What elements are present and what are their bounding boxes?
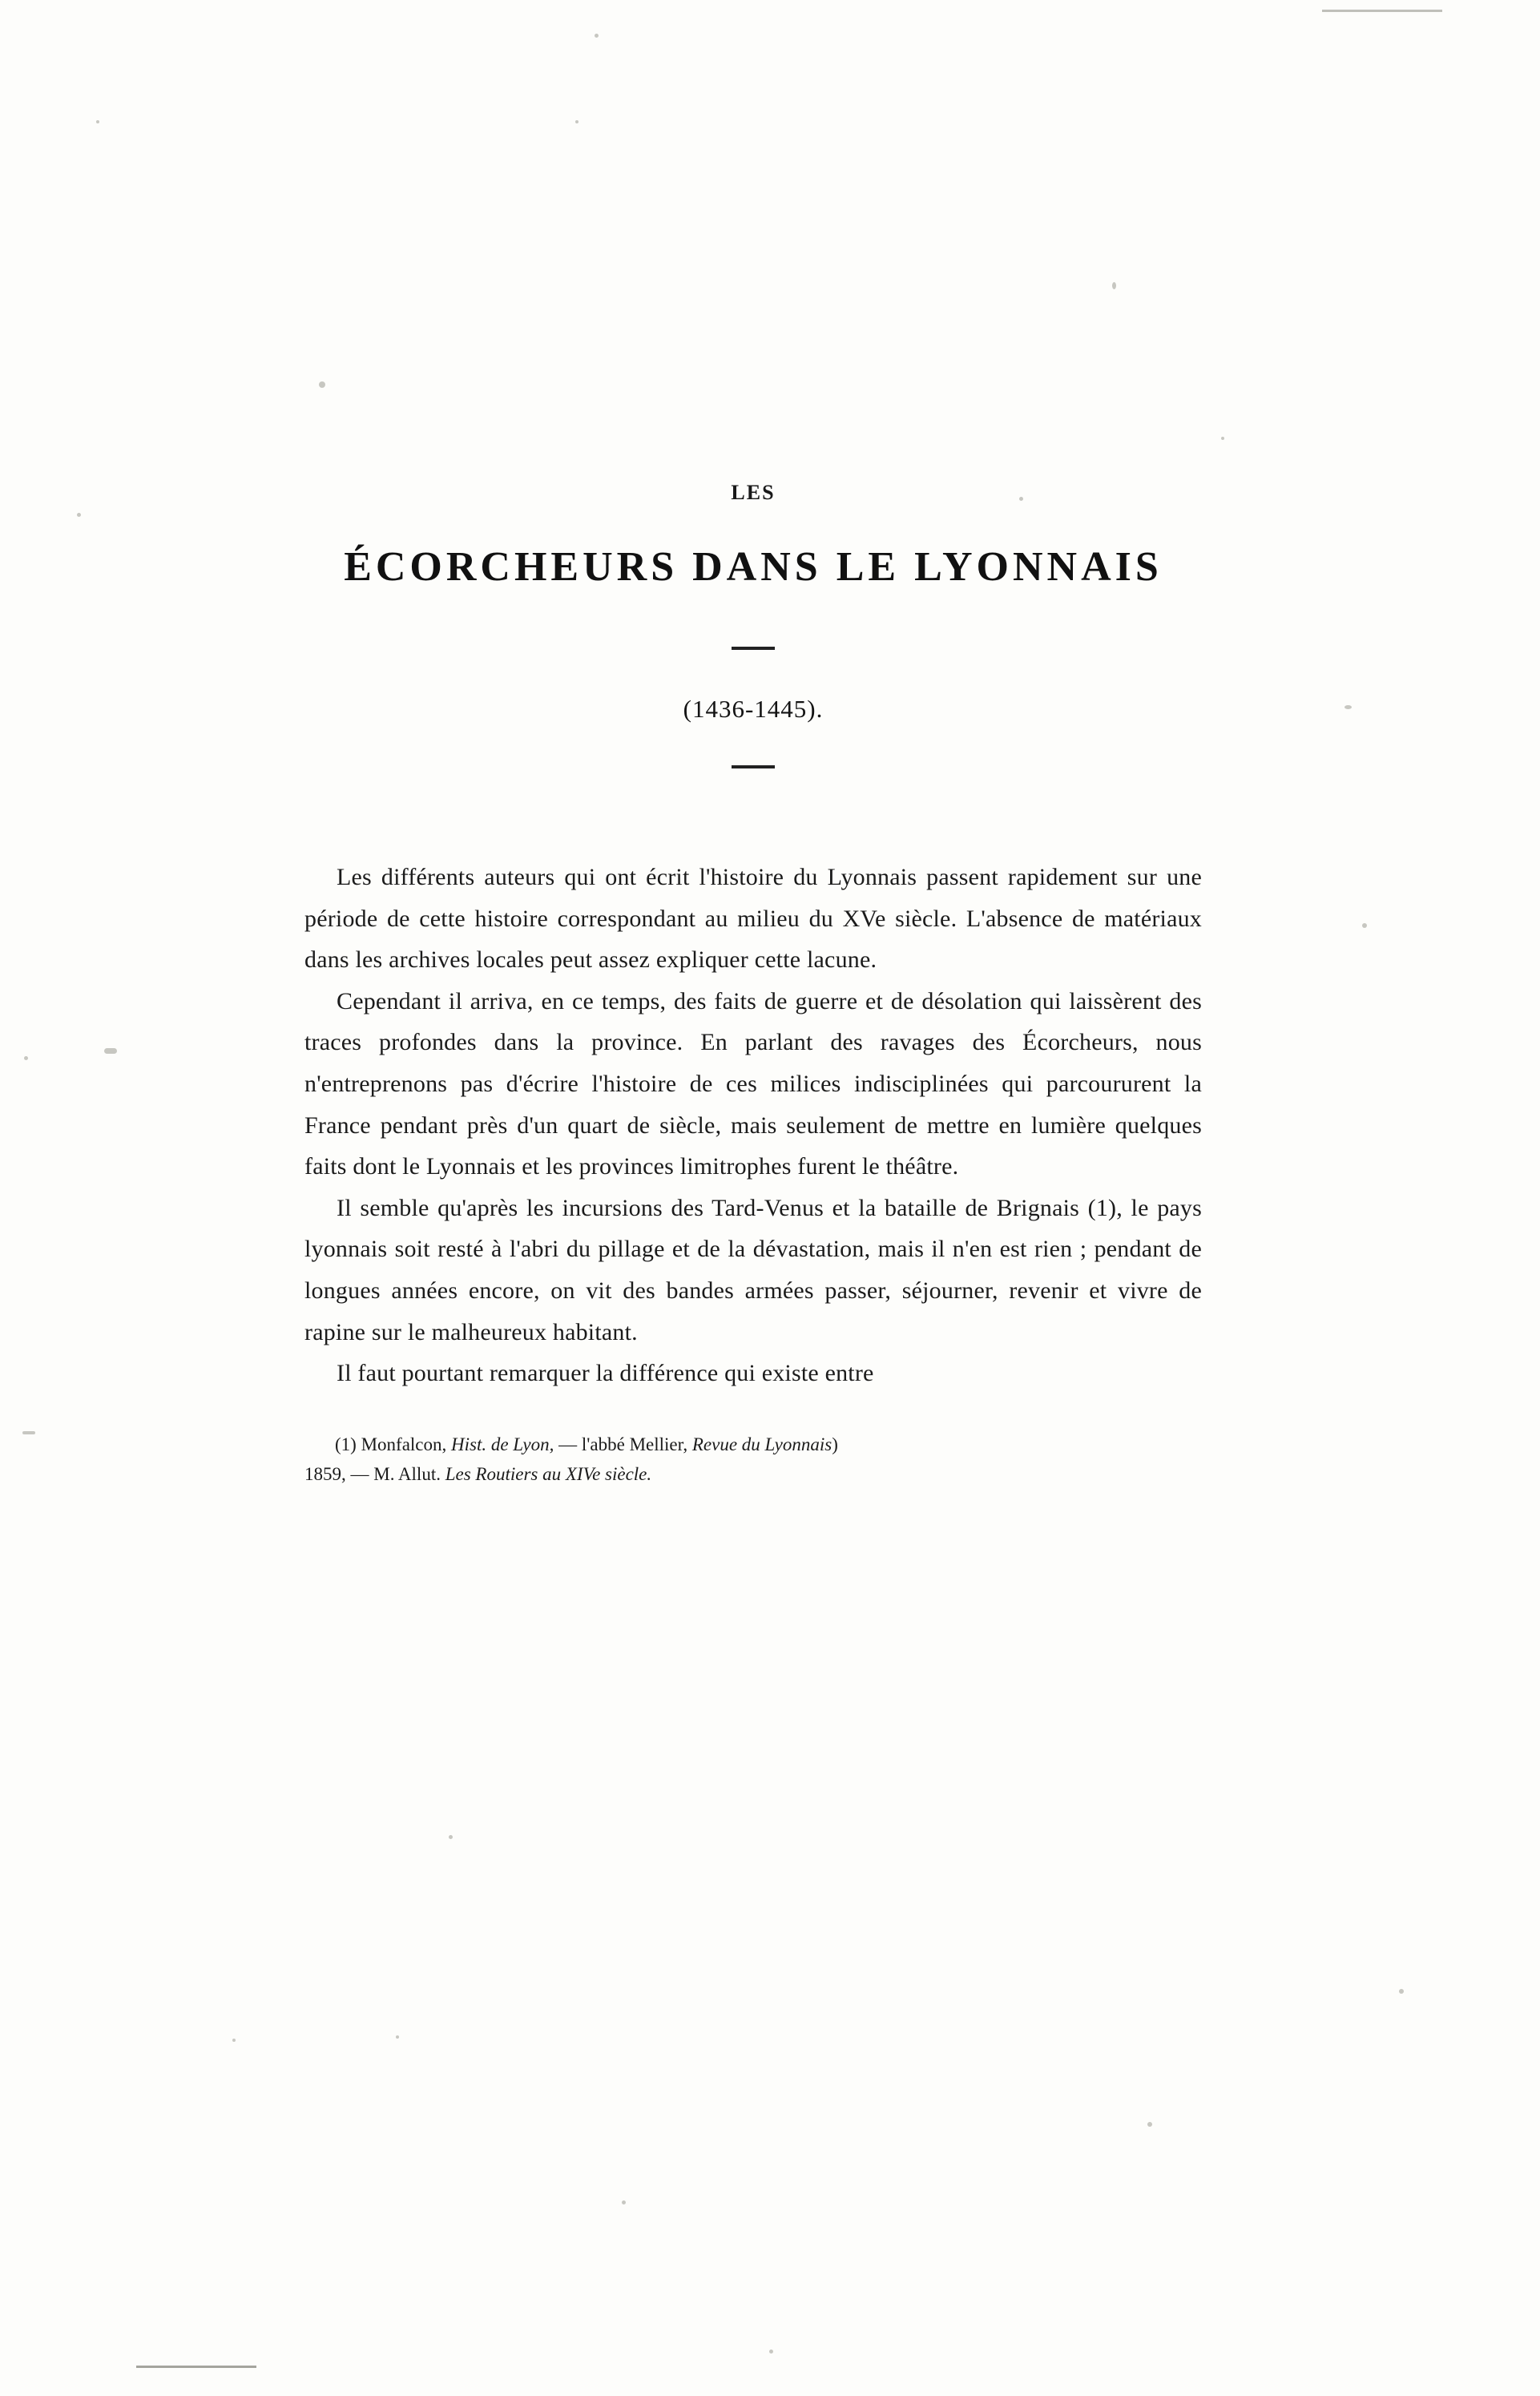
- paragraph: Il semble qu'après les incursions des Tard-Venus et la bataille de Brignais (1), le pays lyonnais soit resté à l'abri du pillage et de la dévastation, mais il n'en est rien ; pendant de longues années encore, on vit des bandes armées passer, séjourner, revenir et vivre de rapine sur le malheureux habitant.: [304, 1194, 1202, 1345]
- title-divider: [732, 647, 775, 650]
- bottom-edge-mark: [136, 2366, 256, 2368]
- top-edge-mark: [1322, 10, 1442, 12]
- paper-speckle: [319, 381, 325, 388]
- paper-speckle: [96, 120, 99, 123]
- footnote-line-1: [304, 1430, 1202, 1459]
- footnote-line-2: [304, 1459, 1202, 1489]
- paper-speckle: [1147, 2122, 1152, 2127]
- date-range: (1436-1445).: [683, 695, 824, 723]
- paper-speckle: [575, 120, 579, 123]
- paragraph: Il faut pourtant remarquer la différence qui existe entre: [337, 1360, 874, 1387]
- paper-speckle: [396, 2035, 399, 2039]
- page-title: ÉCORCHEURS DANS LE LYONNAIS: [344, 544, 1163, 590]
- paper-speckle: [22, 1431, 35, 1434]
- paper-speckle: [24, 1056, 28, 1060]
- footnote-title-2: Revue du Lyonnais: [691, 1434, 832, 1454]
- paper-speckle: [104, 1048, 117, 1054]
- paragraph: Cependant il arriva, en ce temps, des faits de guerre et de désolation qui laissèrent des traces profondes dans la province. En parlant des ravages des Écorcheurs, nous n'entreprenons pas d'écrire l'histoire de ces milices indisciplinées qui parcoururent la France pendant près d'un quart de siècle, mais seulement de mettre en lumière quelques faits dont le Lyonnais et les provinces limitrophes furent le théâtre.: [304, 987, 1202, 1180]
- paragraph: Les différents auteurs qui ont écrit l'histoire du Lyonnais passent rapidement sur une période de cette histoire correspondant au milieu du XVe siècle. L'absence de matériaux dans les archives locales peut assez expliquer cette lacune.: [304, 864, 1202, 974]
- footnote-title-3: Les Routiers au XIVe siècle.: [445, 1463, 652, 1484]
- paper-speckle: [449, 1835, 453, 1839]
- footnote-text: 1859, — M. Allut.: [304, 1463, 441, 1484]
- paper-speckle: [1399, 1989, 1404, 1994]
- footnote-text: Monfalcon,: [361, 1434, 447, 1454]
- body-text: [304, 857, 1202, 1394]
- paper-speckle: [1221, 437, 1224, 440]
- footnote: [304, 1430, 1202, 1490]
- date-divider: [732, 765, 775, 768]
- superhead-label: LES: [731, 481, 776, 504]
- article-content: [304, 481, 1202, 1489]
- paper-speckle: [1362, 923, 1367, 928]
- paper-speckle: [595, 34, 599, 38]
- paper-speckle: [1112, 282, 1116, 289]
- footnote-title-1: Hist. de Lyon,: [451, 1434, 554, 1454]
- paper-speckle: [1344, 705, 1352, 709]
- footnote-text: — l'abbé Mellier,: [558, 1434, 688, 1454]
- footnote-text: ): [832, 1434, 838, 1454]
- footnote-marker: (1): [335, 1434, 357, 1454]
- paper-speckle: [232, 2039, 236, 2042]
- paper-speckle: [769, 2350, 773, 2354]
- paper-speckle: [622, 2200, 626, 2204]
- paper-speckle: [77, 513, 81, 517]
